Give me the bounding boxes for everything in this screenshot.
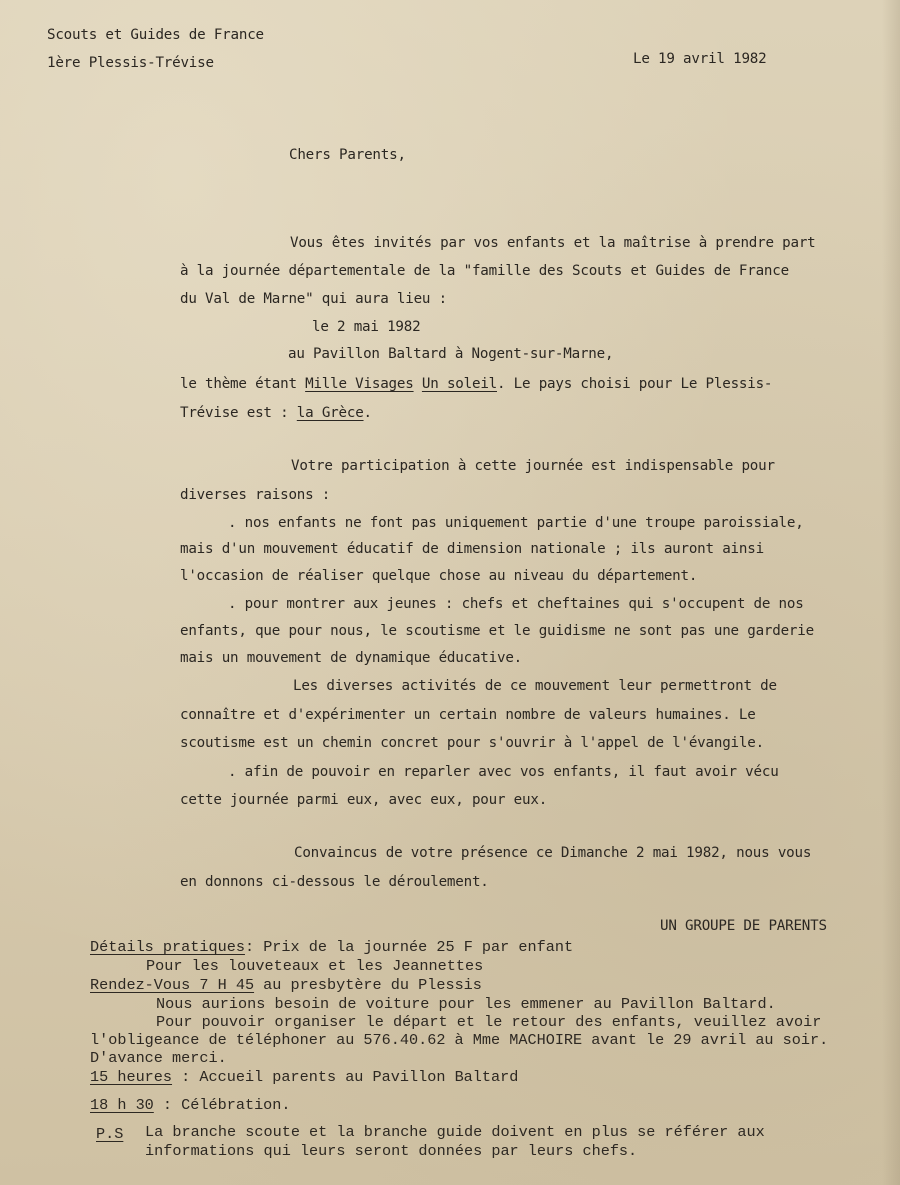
- event-date: le 2 mai 1982: [312, 319, 421, 335]
- postscript-line2: informations qui leurs seront données par leurs chefs.: [145, 1142, 638, 1160]
- celebration-line: [90, 1096, 291, 1114]
- reason1-line2: mais d'un mouvement éducatif de dimension nationale ; ils auront ainsi: [180, 541, 764, 557]
- p1-line7: [180, 404, 372, 422]
- car-request: Nous aurions besoin de voiture pour les emmener au Pavillon Baltard.: [156, 995, 776, 1013]
- organization-unit: 1ère Plessis-Trévise: [47, 55, 214, 71]
- theme-part2: Un soleil: [421, 376, 497, 392]
- welcome-time: 15 heures: [90, 1068, 173, 1086]
- country-intro: . Le pays choisi pour Le Plessis-: [497, 376, 773, 392]
- p3-line2: en donnons ci-dessous le déroulement.: [180, 874, 489, 890]
- p1-line6: [180, 375, 772, 393]
- signature: UN GROUPE DE PARENTS: [660, 918, 827, 934]
- salutation: Chers Parents,: [289, 147, 406, 163]
- postscript-line1: La branche scoute et la branche guide doivent en plus se référer aux: [145, 1123, 765, 1141]
- p3-line1: Convaincus de votre présence ce Dimanche 2 mai 1982, nous vous: [294, 845, 812, 861]
- celebration-time: 18 h 30: [90, 1096, 154, 1114]
- rendezvous-time: Rendez-Vous 7 H 45: [90, 976, 255, 994]
- reason2-line1: . pour montrer aux jeunes : chefs et cheftaines qui s'occupent de nos: [228, 596, 804, 612]
- organization-name: Scouts et Guides de France: [47, 27, 264, 43]
- activities-line3: scoutisme est un chemin concret pour s'ouvrir à l'appel de l'évangile.: [180, 735, 764, 751]
- celebration-text: : Célébration.: [153, 1096, 291, 1114]
- postscript-label: [96, 1125, 123, 1143]
- country-intro-2: Trévise est :: [180, 405, 297, 421]
- chosen-country: la Grèce: [296, 405, 364, 421]
- p1-line3: du Val de Marne" qui aura lieu :: [180, 291, 447, 307]
- reason2-line2: enfants, que pour nous, le scoutisme et le guidisme ne sont pas une garderie: [180, 623, 814, 639]
- reason3-line1: . afin de pouvoir en reparler avec vos enfants, il faut avoir vécu: [228, 764, 779, 780]
- phone-request: l'obligeance de téléphoner au 576.40.62 à Mme MACHOIRE avant le 29 avril au soir.: [90, 1031, 829, 1049]
- reason3-line2: cette journée parmi eux, avec eux, pour eux.: [180, 792, 548, 808]
- thanks-line: D'avance merci.: [90, 1049, 227, 1067]
- page-edge-shadow: [882, 0, 900, 1185]
- rendezvous-line: [90, 976, 482, 994]
- theme-space: [414, 376, 422, 392]
- details-label: Détails pratiques: [90, 938, 245, 956]
- organization-request: Pour pouvoir organiser le départ et le retour des enfants, veuillez avoir: [156, 1013, 822, 1031]
- details-line1: [90, 938, 573, 956]
- activities-line1: Les diverses activités de ce mouvement leur permettront de: [293, 678, 777, 694]
- welcome-line: [90, 1068, 518, 1086]
- p1-line1: Vous êtes invités par vos enfants et la maîtrise à prendre part: [290, 235, 816, 251]
- p2-line2: diverses raisons :: [180, 487, 331, 503]
- activities-line2: connaître et d'expérimenter un certain nombre de valeurs humaines. Le: [180, 707, 756, 723]
- event-location: au Pavillon Baltard à Nogent-sur-Marne,: [288, 346, 614, 362]
- p2-line1: Votre participation à cette journée est indispensable pour: [291, 458, 775, 474]
- reason2-line3: mais un mouvement de dynamique éducative.: [180, 650, 523, 666]
- theme-part1: Mille Visages: [305, 376, 414, 392]
- country-period: .: [363, 405, 372, 421]
- welcome-text: : Accueil parents au Pavillon Baltard: [172, 1068, 519, 1086]
- details-colon: :: [244, 938, 255, 956]
- rendezvous-place: au presbytère du Plessis: [254, 976, 482, 994]
- letter-date: Le 19 avril 1982: [633, 51, 767, 67]
- reason1-line1: . nos enfants ne font pas uniquement partie d'une troupe paroissiale,: [228, 515, 804, 531]
- theme-intro: le thème étant: [180, 376, 306, 392]
- reason1-line3: l'occasion de réaliser quelque chose au niveau du département.: [180, 568, 698, 584]
- groups-info: Pour les louveteaux et les Jeannettes: [146, 957, 484, 975]
- postscript-label-text: P.S: [96, 1125, 124, 1143]
- p1-line2: à la journée départementale de la "famille des Scouts et Guides de France: [180, 263, 789, 279]
- price-info: Prix de la journée 25 F par enfant: [254, 938, 574, 956]
